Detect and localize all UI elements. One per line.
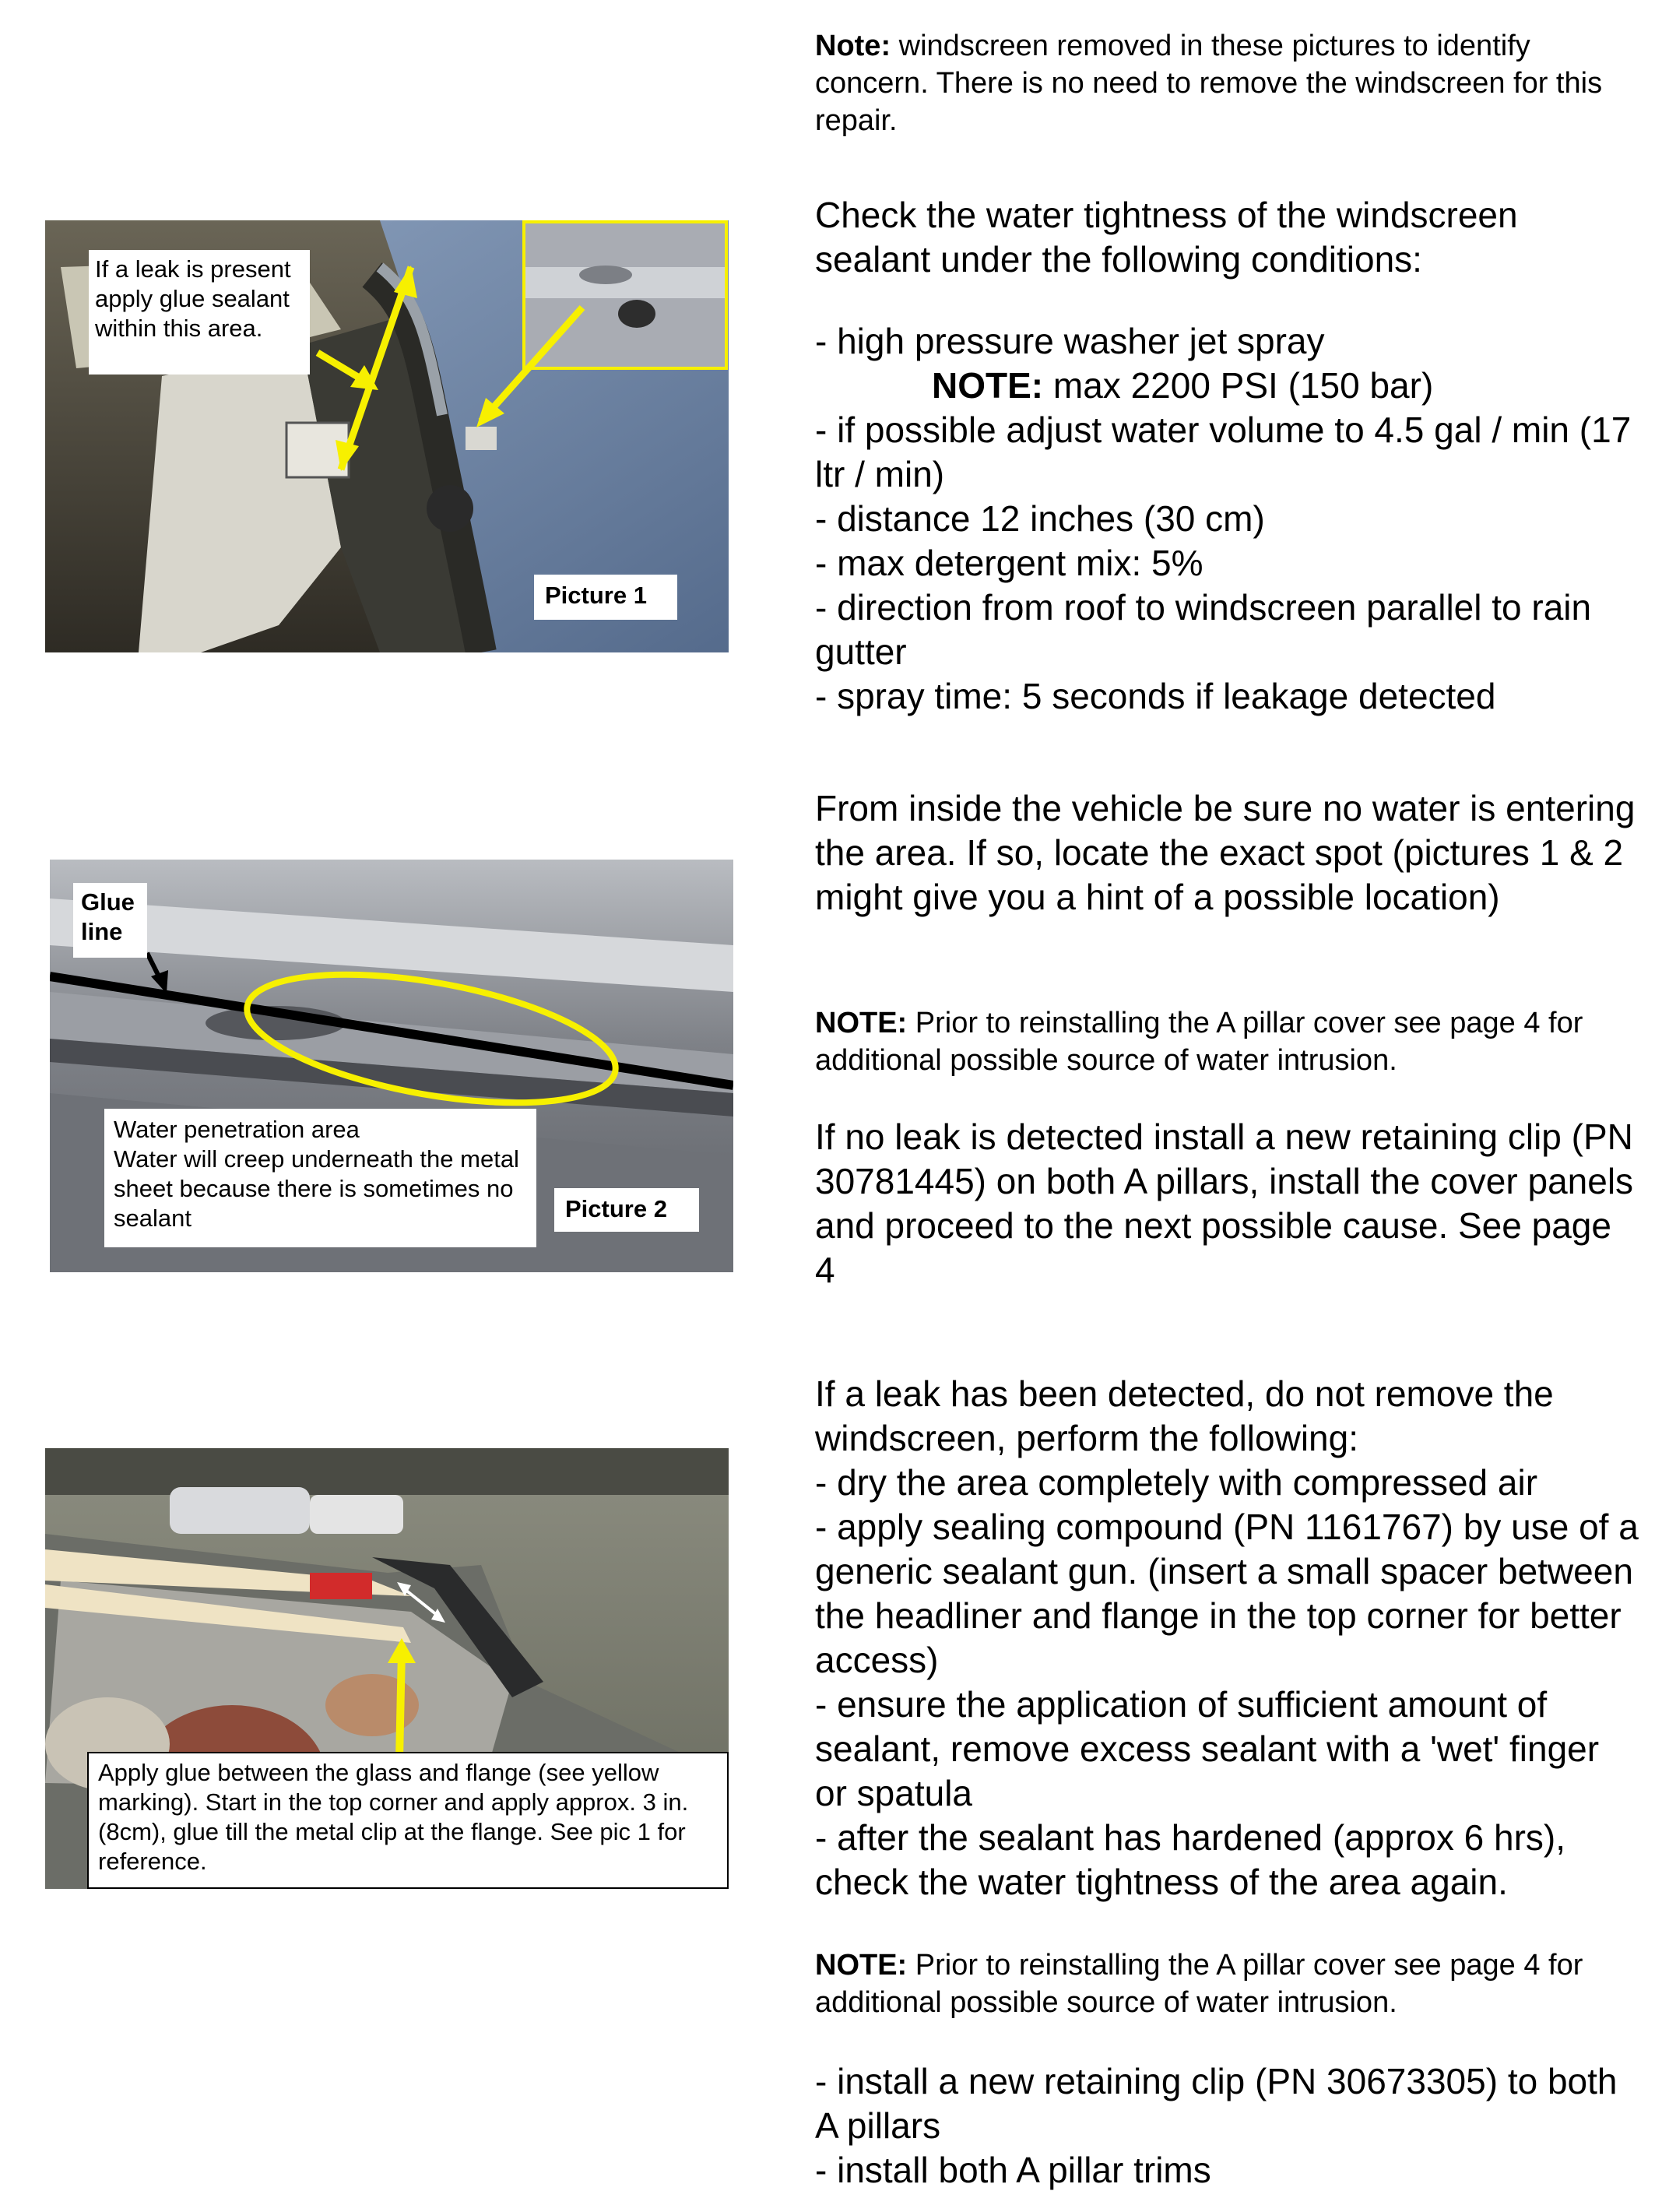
pressure-note-text: max 2200 PSI (150 bar)	[1043, 365, 1434, 406]
check-item-3: - distance 12 inches (30 cm)	[815, 498, 1265, 539]
leak-intro: If a leak has been detected, do not remove the windscreen, perform the following:	[815, 1373, 1564, 1458]
picture-1-photo	[45, 220, 729, 652]
picture-2-label: Picture 2	[554, 1188, 699, 1232]
picture-3-callout: Apply glue between the glass and flange (see yellow marking). Start in the top corner and apply approx. 3 in. (8cm), glue till the metal clip at the flange. See pic 1 for reference.	[87, 1752, 729, 1889]
note-mid	[815, 1004, 1640, 1079]
no-leak-section	[815, 1115, 1643, 1292]
inside-text: From inside the vehicle be sure no water is entering the area. If so, locate the exact spot (pictures 1 & 2 might give you a hint of a possible location)	[815, 788, 1646, 917]
note-mid-label: NOTE:	[815, 1007, 908, 1039]
note-top-text: windscreen removed in these pictures to identify concern. There is no need to remove the windscreen for this repair.	[815, 30, 1611, 137]
leak-item-1: - dry the area completely with compressed air	[815, 1462, 1538, 1503]
check-item-1: - high pressure washer jet spray	[815, 321, 1325, 361]
picture-1-label: Picture 1	[534, 575, 677, 620]
check-item-5: - direction from roof to windscreen parallel to rain gutter	[815, 587, 1601, 672]
leak-item-4: - after the sealant has hardened (approx 6 hrs), check the water tightness of the area again.	[815, 1817, 1576, 1902]
check-item-4: - max detergent mix: 5%	[815, 543, 1203, 583]
no-leak-text: If no leak is detected install a new retaining clip (PN 30781445) on both A pillars, install the cover panels and proceed to the next possible cause. See page 4	[815, 1117, 1643, 1290]
inside-section	[815, 786, 1646, 920]
picture-3-photo	[45, 1448, 729, 1889]
final-item-2: - install both A pillar trims	[815, 2150, 1211, 2190]
check-intro: Check the water tightness of the windscreen sealant under the following conditions:	[815, 195, 1528, 280]
note-top	[815, 27, 1640, 139]
picture-2-photo	[50, 860, 733, 1272]
check-item-2: - if possible adjust water volume to 4.5 gal / min (17 ltr / min)	[815, 410, 1642, 494]
final-section	[815, 2059, 1640, 2193]
leak-item-2: - apply sealing compound (PN 1161767) by use of a generic sealant gun. (insert a small spacer between the headliner and flange in the top corner for better access)	[815, 1507, 1649, 1680]
note-bottom	[815, 1946, 1640, 2021]
note-top-label: Note:	[815, 30, 891, 62]
picture-2-callout: Water penetration area Water will creep underneath the metal sheet because there is sometimes no sealant	[104, 1109, 536, 1247]
leak-item-3: - ensure the application of sufficient amount of sealant, remove excess sealant with a 'wet' finger or spatula	[815, 1684, 1609, 1813]
final-item-1: - install a new retaining clip (PN 30673305) to both A pillars	[815, 2061, 1625, 2146]
picture-1-callout: If a leak is present apply glue sealant within this area.	[89, 250, 310, 375]
leak-section	[815, 1372, 1649, 1904]
note-bottom-label: NOTE:	[815, 1949, 908, 1982]
glue-line-label: Glue line	[73, 883, 147, 958]
note-bottom-text: Prior to reinstalling the A pillar cover see page 4 for additional possible source of water intrusion.	[815, 1949, 1591, 2019]
note-mid-text: Prior to reinstalling the A pillar cover see page 4 for additional possible source of water intrusion.	[815, 1007, 1591, 1077]
pressure-note-label: NOTE:	[932, 365, 1044, 406]
pressure-note	[815, 364, 1640, 408]
check-item-6: - spray time: 5 seconds if leakage detected	[815, 676, 1496, 716]
check-section	[815, 193, 1640, 719]
